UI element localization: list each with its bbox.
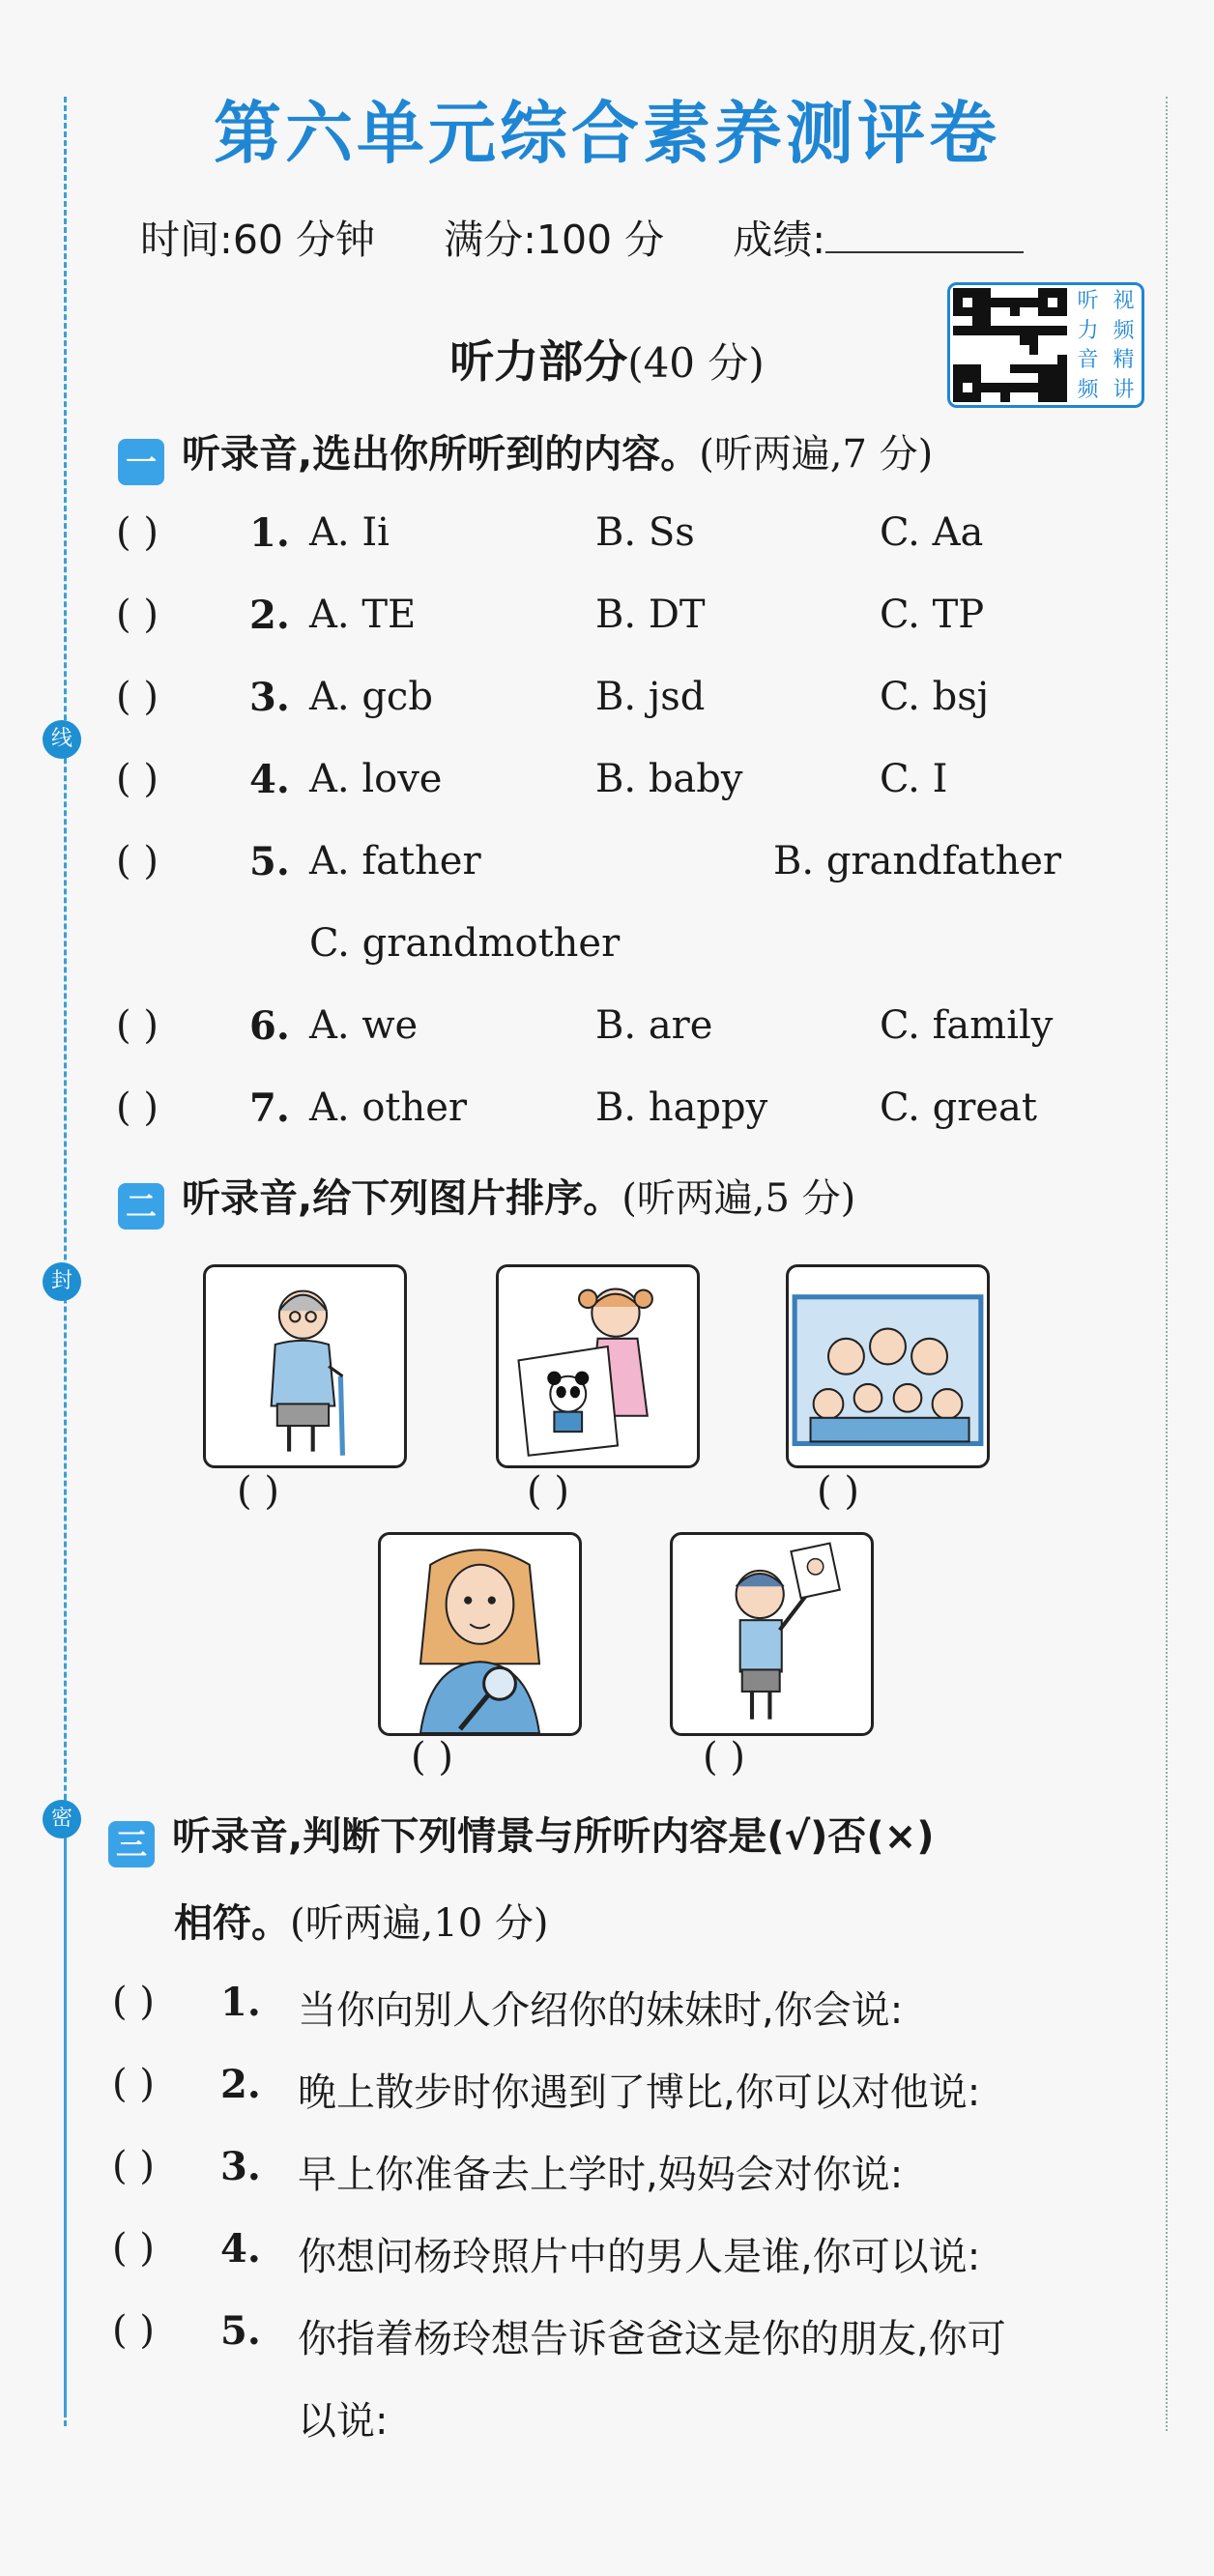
- q3-heading-continued: 相符。(听两遍,10 分): [174, 1901, 549, 1946]
- margin-mark-seal: 封: [43, 1262, 81, 1301]
- time-limit: 时间:60 分钟: [140, 217, 376, 263]
- answer-blank[interactable]: ( ): [116, 839, 159, 883]
- picture-family-photo: [786, 1264, 990, 1468]
- score-blank: [825, 222, 1024, 253]
- q2-heading: 二 听录音,给下列图片排序。(听两遍,5 分): [118, 1168, 855, 1230]
- answer-blank[interactable]: ( ): [116, 757, 159, 801]
- answer-blank[interactable]: ( ): [112, 2226, 155, 2271]
- score-label: 成绩:: [733, 217, 826, 263]
- full-score: 满分:100 分: [444, 217, 665, 263]
- answer-blank[interactable]: ( ): [116, 675, 159, 719]
- picture-grandmother: [203, 1264, 407, 1468]
- answer-blank[interactable]: ( ): [116, 510, 159, 555]
- q3-heading: 三 听录音,判断下列情景与所听内容是(√)否(×): [108, 1806, 935, 1867]
- answer-blank[interactable]: ( ): [112, 1980, 155, 2024]
- picture-girl-with-panda-drawing: [496, 1264, 700, 1468]
- margin-mark-line: 线: [43, 720, 81, 759]
- q3-badge: 三: [108, 1821, 155, 1867]
- margin-mark-secret: 密: [43, 1800, 81, 1838]
- answer-blank[interactable]: ( ): [112, 2308, 155, 2353]
- q1-badge: 一: [118, 439, 164, 485]
- answer-blank[interactable]: ( ): [116, 593, 159, 637]
- picture-5-answer-blank[interactable]: ( ): [703, 1735, 745, 1780]
- binding-solid-line: [64, 1798, 67, 2412]
- answer-blank[interactable]: ( ): [112, 2144, 155, 2188]
- picture-boy-holding-photo: [670, 1532, 874, 1736]
- exam-meta: [140, 208, 1024, 265]
- q1-heading: 一 听录音,选出你所听到的内容。(听两遍,7 分): [118, 423, 933, 485]
- qr-caption: 听 视 力 频 音 精 频 讲: [1077, 289, 1135, 402]
- listening-section-heading: 听力部分(40 分): [449, 335, 765, 388]
- picture-woman-with-magnifier: [378, 1532, 582, 1736]
- answer-blank[interactable]: ( ): [112, 2062, 155, 2106]
- answer-blank[interactable]: ( ): [116, 1085, 159, 1130]
- test-page: 线 封 密 第六单元综合素养测评卷 时间:60 分钟 满分:100 分 成绩: 听 视 力 频 音 精 频 讲 听力部分(40 分) 一 听录音,选出你所听到的内容。(听两遍,7 分) ( ) 1. A. Ii B. Ss C. Aa ( ) 2. A. TE B. DT C. TP ( ) 3. A. gcb B. jsd C. bsj ( ) 4. A. love B. baby C. I ( ) 5. A. father B. grandfather C. grandmother ( ) 6. A. we B. are C. family ( ) 7. A. other B. happy C. great 二 听录音,给下列图片排序。(听两遍,5 分) ( ) ( ) ( ) ( ) ( ) 三 听录音,判断下列情景与所听内容是(√)否(×) 相符。(听两遍,10 分) ( ) 1. 当你向别人介绍你的妹妹时,你会说: ( ) 2. 晚上散步时你遇到了博比,你可以对他说: ( ) 3. 早上你准备去上学时,妈妈会对你说: ( ) 4. 你想问杨玲照片中的男人是谁,你可以说: ( ) 5. 你指着杨玲想告诉爸爸这是你的朋友,你可 以说:: [0, 0, 1214, 2576]
- q2-badge: 二: [118, 1183, 164, 1230]
- picture-4-answer-blank[interactable]: ( ): [411, 1735, 453, 1780]
- picture-3-answer-blank[interactable]: ( ): [817, 1469, 859, 1514]
- right-dotted-line: [1166, 97, 1168, 2431]
- page-title: 第六单元综合素养测评卷: [214, 94, 1000, 173]
- picture-1-answer-blank[interactable]: ( ): [237, 1469, 279, 1514]
- picture-2-answer-blank[interactable]: ( ): [527, 1469, 569, 1514]
- answer-blank[interactable]: ( ): [116, 1003, 159, 1048]
